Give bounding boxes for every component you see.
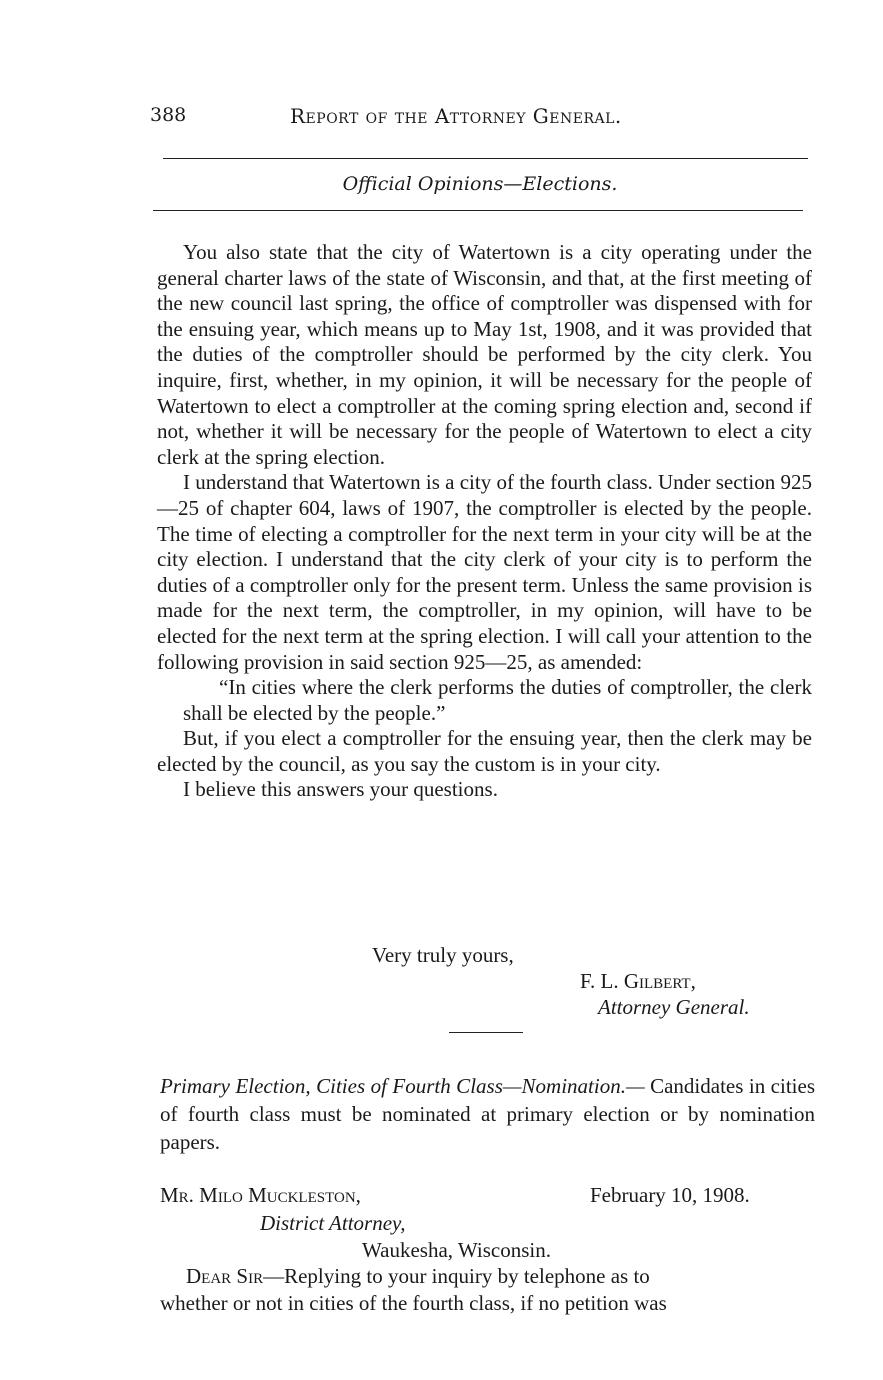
running-head: Report of the Attorney General. — [290, 104, 622, 128]
paragraph: I believe this answers your questions. — [183, 777, 498, 802]
headnote-title: Primary Election, Cities of Fourth Class—Nomination.— — [160, 1074, 645, 1098]
letter-opening-line-2: whether or not in cities of the fourth class, if no petition was — [160, 1291, 667, 1315]
letter-location: Waukesha, Wisconsin. — [362, 1238, 551, 1262]
paragraph: But, if you elect a comptroller for the ensuing year, then the clerk may be elected by the council, as you say the custom is in your city. — [157, 726, 812, 776]
paragraph: I understand that Watertown is a city of the fourth class. Under section 925—25 of chapter 604, laws of 1907, the comptroller is elected by the people. The time of electing a comptroller for the next term in your city will be at the city election. I understand that the city clerk of your city is to perform the duties of a comptroller only for the present term. Unless the same provision is made for the next term, the comptroller, in my opinion, will have to be elected for the next term at the spring election. I will call your attention to the following provision in said section 925—25, as amended: — [157, 470, 812, 674]
page-header — [150, 104, 810, 134]
valediction: Very truly yours, — [372, 943, 514, 967]
letter-salutation: Dear Sir — [186, 1264, 264, 1288]
letter-addressee-title: District Attorney, — [260, 1211, 406, 1235]
section-divider — [449, 1032, 523, 1033]
letter-date: February 10, 1908. — [590, 1183, 750, 1207]
headnote-text: Candidates in cities of fourth class must be nominated at primary election or by nomination papers. — [160, 1074, 815, 1154]
opinion-body — [157, 240, 812, 803]
statute-quote: “In cities where the clerk performs the duties of comptroller, the clerk shall be elected by the people.” — [183, 675, 812, 725]
headnote — [160, 1072, 815, 1156]
letter-opening-text: —Replying to your inquiry by telephone as to — [263, 1264, 650, 1288]
signer-title: Attorney General. — [598, 995, 750, 1019]
paragraph: You also state that the city of Watertown is a city operating under the general charter laws of the state of Wisconsin, and that, at the first meeting of the new council last spring, the office of comptroller was dispensed with for the ensuing year, which means up to May 1st, 1908, and it was provided that the duties of the comptroller should be performed by the city clerk. You inquire, first, whether, in my opinion, it will be necessary for the people of Watertown to elect a comptroller at the coming spring election and, second if not, whether it will be necessary for the people of Watertown to elect a city clerk at the spring election. — [157, 240, 812, 469]
letter-opening-line — [186, 1264, 650, 1289]
header-rule-bottom — [153, 210, 803, 211]
page-number: 388 — [150, 104, 187, 126]
signer-name: F. L. Gilbert, — [580, 969, 696, 993]
letter-addressee: Mr. Milo Muckleston, — [160, 1183, 361, 1207]
section-title: Official Opinions—Elections. — [342, 173, 618, 195]
header-rule-top — [163, 158, 808, 159]
